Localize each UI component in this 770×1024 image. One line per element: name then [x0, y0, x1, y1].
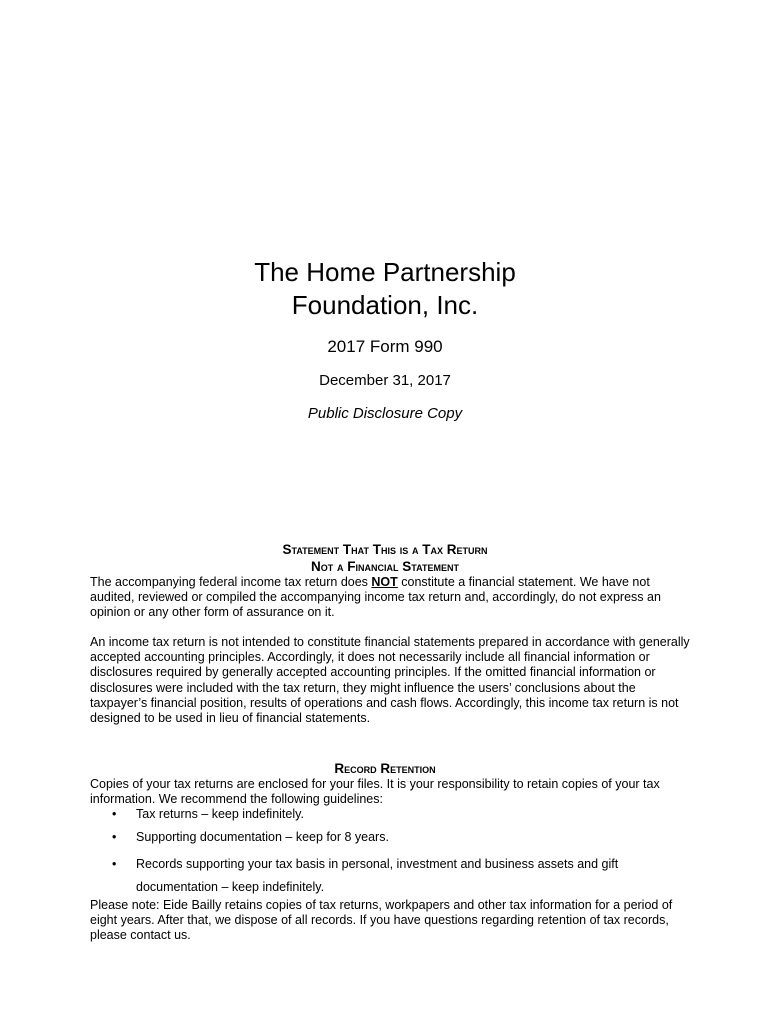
statement-p1-emphasis: NOT	[371, 575, 398, 589]
retention-heading: Record Retention	[334, 761, 436, 776]
retention-intro: Copies of your tax returns are enclosed for your files. It is your responsibility to retain copies of your tax information. We recommend the following guidelines:	[90, 777, 660, 807]
statement-p1-text-a: The accompanying federal income tax return does	[90, 575, 372, 589]
list-item: • Records supporting your tax basis in personal, investment and business assets and gift documentation – keep indefinitely.	[90, 853, 690, 899]
organization-name-line1: The Home Partnership	[254, 257, 516, 287]
organization-name-line2: Foundation, Inc.	[291, 290, 479, 320]
retention-note: Please note: Eide Bailly retains copies of tax returns, workpapers and other tax information for a period of eight years. After that, we dispose of all records. If you have questions regarding retention of tax records, please contact us.	[90, 898, 673, 943]
statement-paragraph-1	[90, 575, 690, 621]
statement-heading: Statement That This is a Tax Return	[282, 542, 488, 557]
copy-type: Public Disclosure Copy	[307, 405, 463, 422]
list-item: • Supporting documentation – keep for 8 years.	[90, 830, 690, 845]
organization-name	[0, 256, 770, 322]
statement-p1-text-b: constitute a financial statement. We have not audited, reviewed or compiled the accompanying income tax return and, accordingly, do not express an opinion or any other form of assurance on it.	[90, 575, 661, 620]
statement-paragraph-2: An income tax return is not intended to constitute financial statements prepared in accordance with generally accepted accounting principles. Accordingly, it does not necessarily include all financial information or disclosures required by generally accepted accounting principles. If the omitted financial information or disclosures were included with the tax return, they might influence the users’ conclusions about the taxpayer’s financial position, results of operations and cash flows. Accordingly, this income tax return is not designed to be used in lieu of financial statements.	[90, 635, 690, 726]
period-date: December 31, 2017	[319, 372, 451, 389]
form-title: 2017 Form 990	[327, 337, 443, 356]
statement-subheading: Not a Financial Statement	[311, 559, 459, 574]
list-item: • Tax returns – keep indefinitely.	[90, 807, 690, 822]
retention-guidelines-list	[90, 807, 690, 899]
